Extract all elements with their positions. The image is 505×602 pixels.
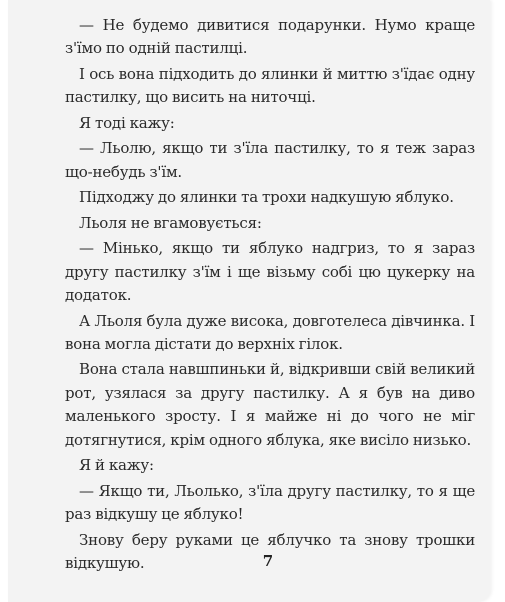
paragraph-8: А Льоля була дуже висока, довготелеса дівчинка. І вона могла дістати до верхніх гілок. <box>65 311 475 353</box>
page-text <box>65 14 475 577</box>
paragraph-6: Льоля не вгамовується: <box>79 213 262 232</box>
paragraph-5: Підходжу до ялинки та трохи надкушую яблуко. <box>79 188 454 207</box>
paragraph-1: — Не будемо дивитися подарунки. Нумо краще з'їмо по одній пастилці. <box>65 16 475 58</box>
paragraph-11: — Якщо ти, Льолько, з'їла другу пастилку, то я ще раз відкушу це яблуко! <box>65 481 475 524</box>
paragraph-4: — Льолю, якщо ти з'їла пастилку, то я теж зараз що-небудь з'їм. <box>65 139 475 181</box>
page-number: 7 <box>262 552 274 570</box>
paragraph-12: Знову беру руками це яблучко та знову трошки відкушую. <box>65 530 475 572</box>
paragraph-9: Вона стала навшпиньки й, відкривши свій великий рот, узялася за другу пастилку. А я був на диво маленького зросту. І я майже ні до чого не міг дотягнутися, крім одного яблука, яке висіло низько. <box>65 360 475 449</box>
paragraph-7: — Мінько, якщо ти яблуко надгриз, то я зараз другу пастилку з'їм і ще візьму собі цю цукерку на додаток. <box>65 239 475 305</box>
book-page <box>8 0 490 602</box>
paragraph-3: Я тоді кажу: <box>79 113 175 132</box>
paragraph-2: І ось вона підходить до ялинки й миттю з'їдає одну пастилку, що висить на ниточці. <box>65 64 475 107</box>
paragraph-10: Я й кажу: <box>79 456 154 475</box>
